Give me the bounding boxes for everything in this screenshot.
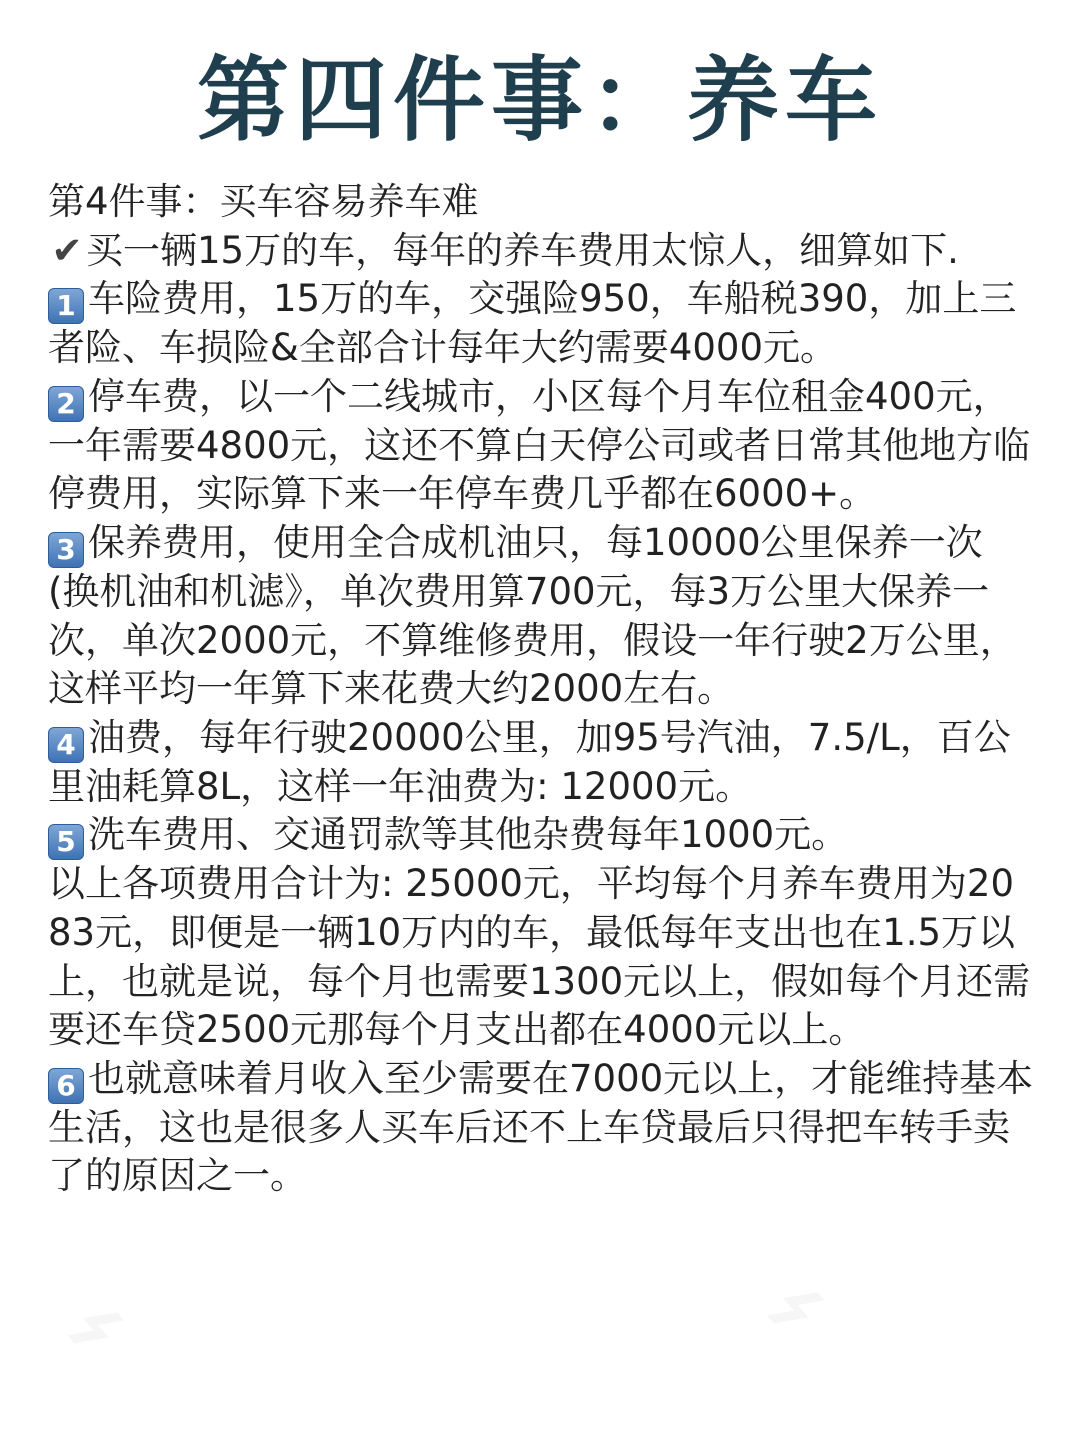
watermark-left — [27, 1254, 160, 1395]
subtitle-line: 第4件事：买车容易养车难 — [48, 180, 479, 223]
list-item — [48, 373, 1036, 519]
intro-paragraph — [48, 227, 1036, 276]
item-text: 也就意味着月收入至少需要在7000元以上，才能维持基本生活，这也是很多人买车后还不上车贷最后只得把车转手卖了的原因之一。 — [48, 1056, 1034, 1198]
item-text: 油费，每年行驶20000公里，加95号汽油，7.5/L，百公里油耗算8L，这样一年油费为: 12000元。 — [48, 715, 1011, 808]
watermark-right — [727, 1234, 860, 1375]
list-item — [48, 714, 1036, 812]
keycap-4-icon: 4 — [48, 727, 84, 763]
keycap-2-icon: 2 — [48, 386, 84, 422]
keycap-1-icon: 1 — [48, 288, 84, 324]
keycap-3-icon: 3 — [48, 532, 84, 568]
check-mark-icon: ✔ — [51, 228, 83, 272]
list-item — [48, 1055, 1036, 1201]
item-text: 车险费用，15万的车，交强险950，车船税390，加上三者险、车损险&全部合计每年大约需要4000元。 — [48, 277, 1017, 370]
intro-text: 买一辆15万的车，每年的养车费用太惊人，细算如下. — [86, 228, 959, 272]
keycap-6-icon: 6 — [48, 1068, 84, 1104]
item-text: 保养费用，使用全合成机油只，每10000公里保养一次 (换机油和机滤》，单次费用算700元，每3万公里大保养一次，单次2000元，不算维修费用，假设一年行驶2万公里，这样平均一年算下来花费大约2000左右。 — [48, 520, 1017, 711]
item-text: 洗车费用、交通罚款等其他杂费每年1000元。 — [88, 813, 849, 857]
item-text: 停车费，以一个二线城市，小区每个月车位租金400元，一年需要4800元，这还不算白天停公司或者日常其他地方临停费用，实际算下来一年停车费几乎都在6000+。 — [48, 374, 1031, 516]
page-title: 第四件事：养车 — [196, 47, 883, 154]
keycap-5-icon: 5 — [48, 824, 84, 860]
article-body — [48, 178, 1036, 1201]
list-item — [48, 519, 1036, 714]
list-item — [48, 275, 1036, 373]
list-item — [48, 811, 1036, 860]
summary-paragraph: 以上各项费用合计为: 25000元，平均每个月养车费用为2083元，即便是一辆10万内的车，最低每年支出也在1.5万以上，也就是说，每个月也需要1300元以上，假如每个月还需要还车贷2500元那每个月支出都在4000元以上。 — [48, 862, 1031, 1052]
